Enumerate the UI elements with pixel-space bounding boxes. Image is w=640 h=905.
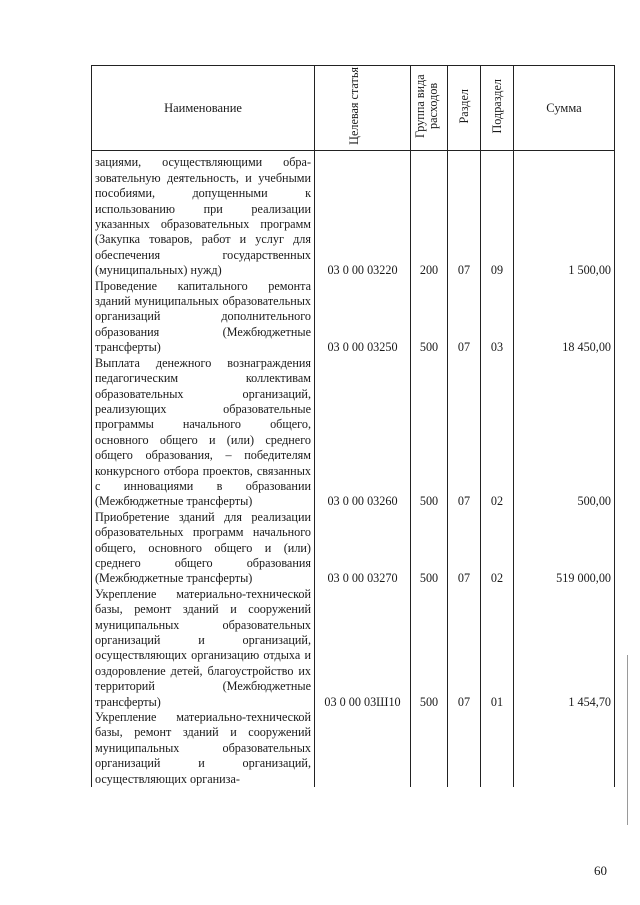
table-row — [92, 151, 615, 279]
row-name: Выплата денежного вознаграждения педагогическим коллективам образовательных организаций, реализующих образовательные программы начального общего, основного общего и (или) среднего общего образования, – победителям конкурсного отбора проектов, связанных с инновациями в образовании (Межбюджетные трансферты) — [92, 356, 315, 510]
row-name: Укрепление материально-технической базы, ремонт зданий и сооружений муниципальных образовательных организаций и организаций, осуществляющих организацию отдыха и оздоровление детей, благоустройство их территорий (Межбюджетные трансферты) — [92, 587, 315, 710]
row-subsection: 01 — [481, 587, 514, 710]
row-group: 500 — [411, 279, 448, 356]
table-body — [92, 151, 615, 787]
row-subsection — [481, 710, 514, 787]
row-group — [411, 710, 448, 787]
row-group: 500 — [411, 587, 448, 710]
header-target: Целевая статья — [315, 66, 411, 151]
row-subsection: 02 — [481, 510, 514, 587]
scan-margin-line — [627, 655, 628, 825]
table-row — [92, 279, 615, 356]
row-section: 07 — [448, 356, 481, 510]
row-section — [448, 710, 481, 787]
row-target: 03 0 00 03270 — [315, 510, 411, 587]
row-sum: 519 000,00 — [514, 510, 615, 587]
header-name: Наименование — [92, 66, 315, 151]
table-row — [92, 510, 615, 587]
row-sum — [514, 710, 615, 787]
row-subsection: 09 — [481, 151, 514, 279]
row-name: Приобретение зданий для реализации образовательных программ начального общего, основного общего и (или) среднего общего образования (Межбюджетные трансферты) — [92, 510, 315, 587]
table-row — [92, 356, 615, 510]
page-number: 60 — [594, 863, 607, 878]
row-name: зациями, осуществляющими образовательную деятельность, и учебными пособиями, допущенными к использованию при реализации указанных образовательных программ (Закупка товаров, работ и услуг для обеспечения государственных (муниципальных) нужд) — [92, 151, 315, 279]
row-name: Проведение капитального ремонта зданий муниципальных образовательных организаций дополнительного образования (Межбюджетные трансферты) — [92, 279, 315, 356]
row-name: Укрепление материально-технической базы, ремонт зданий и сооружений муниципальных образовательных организаций и организаций, осуществляющих организа- — [92, 710, 315, 787]
row-target: 03 0 00 03250 — [315, 279, 411, 356]
row-target: 03 0 00 03220 — [315, 151, 411, 279]
row-section: 07 — [448, 151, 481, 279]
row-group: 500 — [411, 510, 448, 587]
row-subsection: 02 — [481, 356, 514, 510]
header-sum: Сумма — [514, 66, 615, 151]
row-sum: 500,00 — [514, 356, 615, 510]
row-group: 200 — [411, 151, 448, 279]
header-section: Раздел — [448, 66, 481, 151]
row-sum: 18 450,00 — [514, 279, 615, 356]
row-section: 07 — [448, 587, 481, 710]
row-sum: 1 500,00 — [514, 151, 615, 279]
row-section: 07 — [448, 279, 481, 356]
table-row — [92, 710, 615, 787]
table-header — [92, 66, 615, 151]
table-row — [92, 587, 615, 710]
row-target: 03 0 00 03Ш10 — [315, 587, 411, 710]
row-target: 03 0 00 03260 — [315, 356, 411, 510]
row-section: 07 — [448, 510, 481, 587]
row-sum: 1 454,70 — [514, 587, 615, 710]
row-group: 500 — [411, 356, 448, 510]
header-subsection: Подраздел — [481, 66, 514, 151]
row-target — [315, 710, 411, 787]
header-group: Группа вида расходов — [411, 66, 448, 151]
row-subsection: 03 — [481, 279, 514, 356]
budget-table — [91, 65, 615, 787]
